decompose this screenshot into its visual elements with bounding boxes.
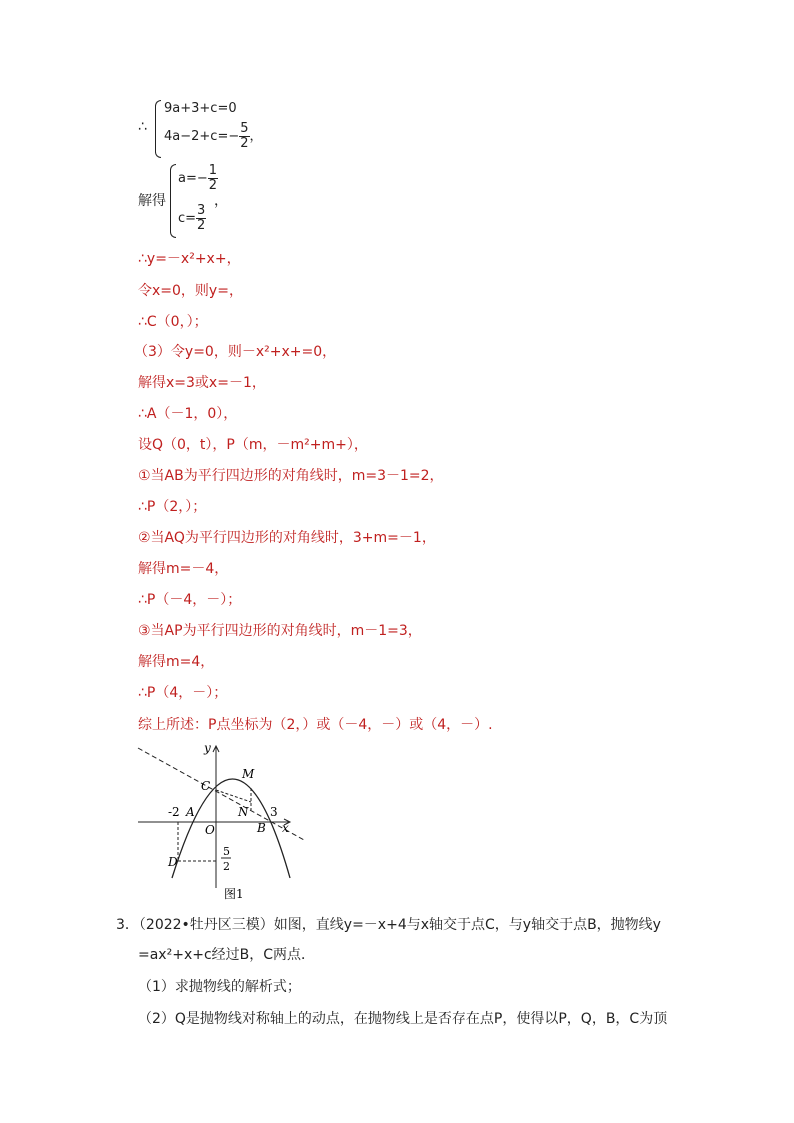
label-y: y [204, 741, 211, 755]
fraction: $\frac{1}{2}$ [208, 163, 218, 193]
solution-line: （3）令y=0，则－x²+x+=0， [134, 344, 337, 360]
label-frac-den: 2 [223, 860, 230, 873]
system-equation: 4a−2+c=− $\frac{5}{2}$ ， [164, 121, 263, 151]
system-equation: 9a+3+c=0 [164, 101, 237, 116]
case-line: ①当AB为平行四边形的对角线时，m=3－1=2， [138, 468, 444, 484]
figure-caption: 图1 [224, 887, 244, 900]
solution-line: 解得m=4， [138, 654, 215, 670]
solution-line: 令x=0，则y=， [138, 283, 243, 299]
dashed-cm [216, 790, 251, 802]
solution-line: 设Q（0，t），P（m，－m²+m+）， [138, 437, 368, 453]
label-x: x [282, 821, 289, 835]
conclusion-line: 综上所述：P点坐标为（2，）或（－4，－）或（4，－）. [138, 717, 493, 733]
solution-line: 解得x=3或x=－1， [138, 375, 266, 391]
problem-3-question-2: （2）Q是抛物线对称轴上的动点，在抛物线上是否存在点P，使得以P，Q，B，C为顶 [138, 1011, 668, 1027]
dashed-line-bc [138, 748, 304, 840]
solution-line: ∴P（－4，－）； [138, 592, 242, 608]
label-frac-num: 5 [223, 845, 230, 858]
equation-system-1 [138, 96, 278, 160]
parabola-figure [134, 740, 314, 900]
solution-line: ∴P（4，－）； [138, 685, 228, 701]
label-neg2: -2 [168, 805, 180, 819]
parabola-curve [172, 779, 290, 878]
label-c: C [201, 779, 211, 793]
problem-3-line-2: =ax²+x+c经过B，C两点． [138, 947, 316, 963]
fraction: $\frac{3}{2}$ [197, 203, 206, 233]
system-brace [170, 164, 176, 238]
solution-line: ∴y=－x²+x+， [138, 251, 241, 267]
problem-3-line-1: 3．（2022•牡丹区三模）如图，直线y=－x+4与x轴交于点C，与y轴交于点B，抛物线y [116, 917, 661, 933]
label-m: M [242, 767, 255, 781]
solution-c: c= $\frac{3}{2}$ [178, 203, 206, 233]
solve-label: 解得 [138, 193, 166, 209]
solution-line: ∴A（－1，0）， [138, 406, 238, 422]
system-brace [155, 100, 161, 158]
label-a: A [186, 805, 195, 819]
solution-line: ∴P（2，）； [138, 499, 207, 515]
solution-a: a=− $\frac{1}{2}$ [178, 163, 218, 193]
problem-3-question-1: （1）求抛物线的解析式； [138, 979, 301, 995]
case-line: ③当AP为平行四边形的对角线时，m－1=3， [138, 623, 422, 639]
label-o: O [205, 823, 215, 837]
solution-line: ∴C（0，）； [138, 314, 208, 330]
label-3: 3 [270, 805, 278, 819]
label-n: N [238, 805, 249, 819]
label-b: B [257, 821, 266, 835]
comma: ， [214, 193, 228, 209]
fraction: $\frac{5}{2}$ [240, 121, 249, 151]
solution-line: 解得m=－4， [138, 561, 229, 577]
equation-system-2 [138, 160, 298, 240]
label-d: D [168, 855, 178, 869]
therefore-symbol: ∴ [138, 119, 147, 135]
case-line: ②当AQ为平行四边形的对角线时，3+m=－1， [138, 530, 436, 546]
